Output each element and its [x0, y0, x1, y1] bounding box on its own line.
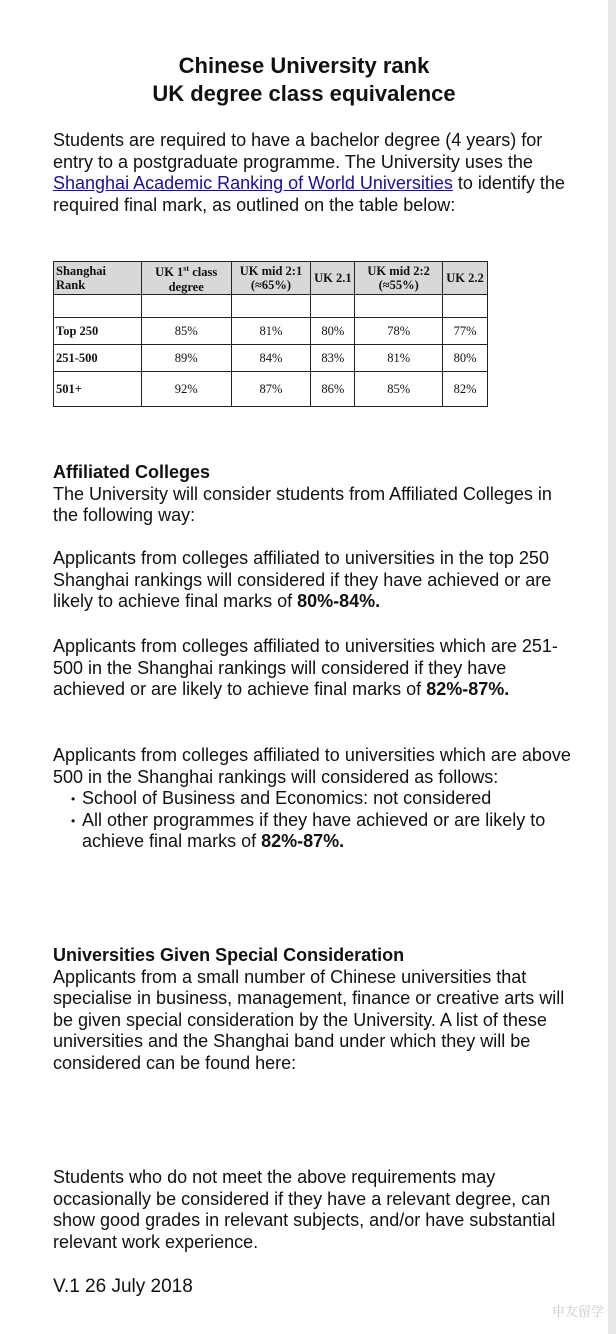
version-date: V.1 26 July 2018	[53, 1276, 193, 1297]
header-shanghai-rank: Shanghai Rank	[54, 262, 142, 295]
scrollbar-track[interactable]	[608, 0, 616, 1334]
table-cell: 501+	[54, 372, 142, 407]
affiliated-paragraph-3	[53, 636, 573, 701]
table-header-row	[54, 262, 488, 295]
table-row-blank	[54, 295, 488, 318]
table-row	[54, 345, 488, 372]
equivalence-table	[53, 261, 488, 407]
table-cell: 83%	[311, 345, 355, 372]
affiliated-paragraph-1: The University will consider students from Affiliated Colleges in the following way:	[53, 483, 552, 525]
intro-text-after: to identify the required final mark, as outlined on the table below:	[53, 173, 565, 215]
table-row	[54, 318, 488, 345]
title-line-2: UK degree class equivalence	[152, 81, 456, 106]
shanghai-ranking-link[interactable]: Shanghai Academic Ranking of World Universities	[53, 173, 453, 193]
header-uk-22: UK 2.2	[443, 262, 488, 295]
watermark: 申友留学	[551, 1304, 604, 1319]
bullet-1-text: School of Business and Economics: not considered	[82, 788, 492, 808]
affiliated-p2-text: Applicants from colleges affiliated to universities in the top 250 Shanghai rankings will considered if they have achieved or are likely to achieve final marks of	[53, 548, 552, 611]
table-cell: 80%	[443, 345, 488, 372]
special-section	[53, 945, 573, 1074]
intro-paragraph	[53, 130, 573, 216]
closing-paragraph: Students who do not meet the above requirements may occasionally be considered if they have a relevant degree, can show good grades in relevant subjects, and/or have substantial relevant work experience.	[53, 1167, 556, 1252]
special-paragraph: Applicants from a small number of Chinese universities that specialise in business, management, finance or creative arts will be given special consideration by the University. A list of these universities and the Shanghai band under which they will be considered can be found here:	[53, 966, 565, 1073]
title-line-1: Chinese University rank	[178, 53, 430, 78]
list-item	[73, 788, 573, 810]
affiliated-p2-marks: 80%-84%.	[297, 591, 381, 611]
table-cell: 85%	[355, 372, 443, 407]
table-cell: 82%	[443, 372, 488, 407]
affiliated-p4-text: Applicants from colleges affiliated to universities which are above 500 in the Shanghai rankings will considered as follows:	[53, 745, 571, 787]
table-cell: 86%	[311, 372, 355, 407]
page-title	[0, 52, 608, 108]
affiliated-p3-text: Applicants from colleges affiliated to universities which are 251-500 in the Shanghai rankings will considered if they have achieved or are likely to achieve final marks of	[53, 636, 558, 699]
table-cell: 85%	[141, 318, 231, 345]
table-cell: 78%	[355, 318, 443, 345]
list-item	[73, 810, 573, 853]
header-uk-mid-21: UK mid 2:1 (≈65%)	[231, 262, 311, 295]
header-uk-first: UK 1st class degree	[141, 262, 231, 295]
table-cell: 81%	[231, 318, 311, 345]
intro-text-before: Students are required to have a bachelor degree (4 years) for entry to a postgraduate programme. The University uses the	[53, 130, 543, 172]
table-cell: 80%	[311, 318, 355, 345]
affiliated-bullet-list	[53, 788, 573, 853]
special-heading: Universities Given Special Consideration	[53, 945, 405, 965]
bullet-2-text: All other programmes if they have achieved or are likely to achieve final marks of	[82, 809, 546, 851]
table-cell: 251-500	[54, 345, 142, 372]
table-cell: 84%	[231, 345, 311, 372]
header-uk-mid-22: UK mid 2:2 (≈55%)	[355, 262, 443, 295]
affiliated-p3-marks: 82%-87%.	[426, 679, 510, 699]
affiliated-paragraph-2	[53, 548, 573, 613]
header-uk-21: UK 2.1	[311, 262, 355, 295]
bullet-2-marks: 82%-87%.	[261, 831, 345, 851]
table-row	[54, 372, 488, 407]
table-cell: 92%	[141, 372, 231, 407]
table-cell: Top 250	[54, 318, 142, 345]
affiliated-heading: Affiliated Colleges	[53, 462, 211, 482]
affiliated-paragraph-4	[53, 745, 573, 853]
table-cell: 87%	[231, 372, 311, 407]
table-cell: 81%	[355, 345, 443, 372]
table-cell: 89%	[141, 345, 231, 372]
affiliated-section	[53, 462, 573, 527]
table-cell: 77%	[443, 318, 488, 345]
